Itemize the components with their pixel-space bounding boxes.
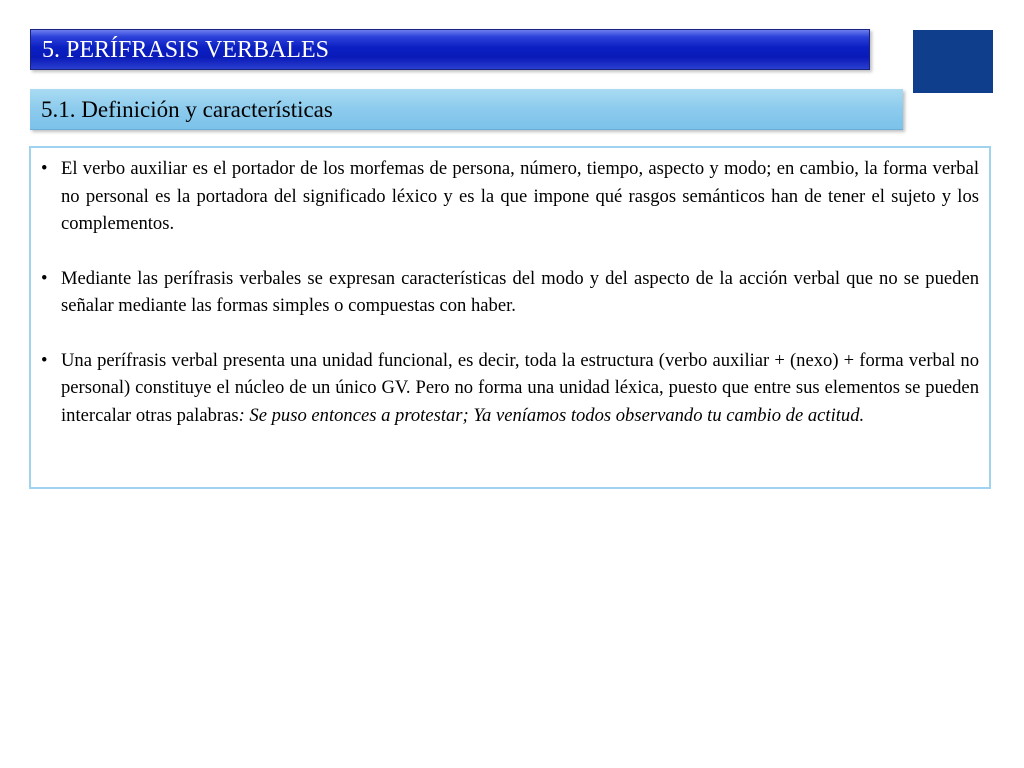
bullet-item <box>41 265 979 320</box>
bullet-text: El verbo auxiliar es el portador de los morfemas de persona, número, tiempo, aspecto y modo; en cambio, la forma verbal no personal es la portadora del significado léxico y es la que impone qué rasgos semánticos han de tener el sujeto y los complementos. <box>61 158 979 234</box>
bullet-text: Mediante las perífrasis verbales se expresan características del modo y del aspecto de la acción verbal que no se pueden señalar mediante las formas simples o compuestas con haber. <box>61 267 979 316</box>
content-box <box>29 146 991 489</box>
bullet-examples: : Se puso entonces a protestar; Ya veníamos todos observando tu cambio de actitud. <box>238 404 865 426</box>
bullet-item <box>41 155 979 238</box>
slide-title: 5. PERÍFRASIS VERBALES <box>42 37 329 63</box>
slide-subtitle: 5.1. Definición y características <box>41 97 333 122</box>
bullet-text: Una perífrasis verbal presenta una unidad funcional, es decir, toda la estructura (verbo auxiliar + (nexo) + forma verbal no personal) constituye el núcleo de un único GV. Pero no forma una unidad léxica, puesto que entre sus elementos se pueden intercalar otras palabras <box>61 349 979 426</box>
bullet-marker: • <box>41 158 48 179</box>
bullet-marker: • <box>41 267 48 289</box>
title-bar <box>30 29 870 70</box>
bullet-marker: • <box>41 349 48 371</box>
corner-decoration <box>913 30 993 93</box>
subtitle-bar <box>30 89 903 130</box>
bullet-item <box>41 347 979 430</box>
bullet-list <box>41 155 979 456</box>
